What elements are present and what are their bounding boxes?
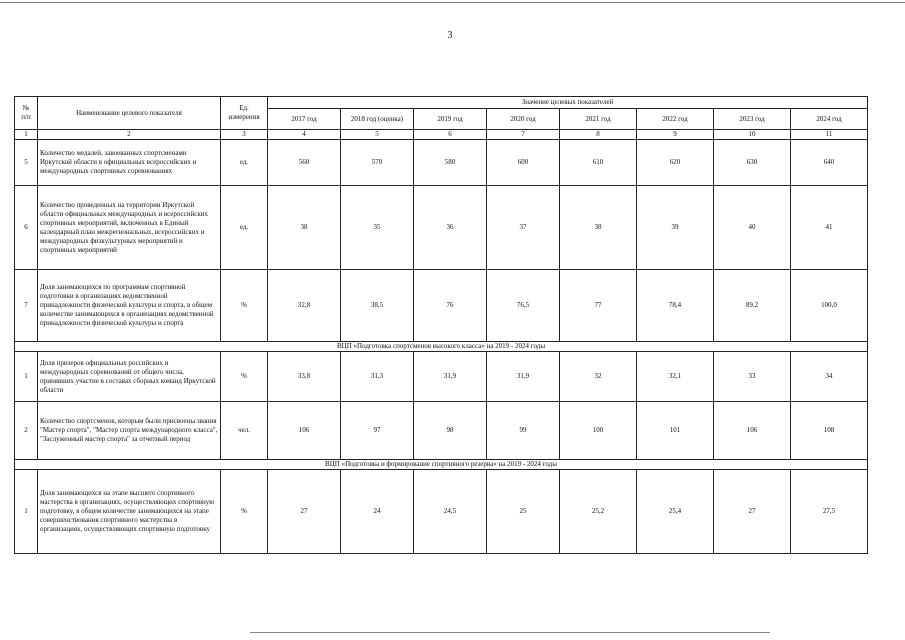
value-cell: 108 (791, 402, 868, 460)
column-number: 4 (268, 130, 341, 140)
value-cell: 100,0 (791, 270, 868, 342)
header-name: Наименование целевого показателя (38, 97, 221, 130)
value-cell: 27,5 (791, 470, 868, 554)
column-number: 9 (637, 130, 714, 140)
header-values-group: Значение целевых показателей (268, 97, 868, 109)
section-row (15, 342, 868, 352)
value-cell: 37 (487, 186, 560, 270)
header-unit: Ед. измерения (221, 97, 268, 130)
value-cell: 640 (791, 140, 868, 186)
value-cell: 24,5 (414, 470, 487, 554)
value-cell: 100 (560, 402, 637, 460)
value-cell: 27 (714, 470, 791, 554)
value-cell: 580 (414, 140, 487, 186)
value-cell: 25,4 (637, 470, 714, 554)
indicator-name: Доля призеров официальных российских и международных соревнований от общего числа, принявших участие в составах сборных команд Иркутской области (38, 352, 221, 402)
value-cell: 31,3 (341, 352, 414, 402)
indicator-name: Количество спортсменов, которым были присвоены звания "Мастер спорта", "Мастер спорта международного класса", "Заслуженный мастер спорта" за отчетный период (38, 402, 221, 460)
value-cell: 25,2 (560, 470, 637, 554)
unit: % (221, 270, 268, 342)
row-num: 5 (15, 140, 38, 186)
indicator-name: Доля занимающихся на этапе высшего спортивного мастерства в организациях, осуществляющих спортивную подготовку, в общем количестве занимающихся на этапе совершенствования спортивного мастерства в организациях, осуществляющих спортивную подготовку (38, 470, 221, 554)
section-title: ВЦП «Подготовка спортсменов высокого класса» на 2019 - 2024 годы (15, 342, 868, 352)
bottom-rule (250, 632, 770, 633)
header-year: 2020 год (487, 109, 560, 130)
value-cell: 33 (714, 352, 791, 402)
table-row (15, 140, 868, 186)
header-year: 2021 год (560, 109, 637, 130)
column-number: 7 (487, 130, 560, 140)
row-num: 6 (15, 186, 38, 270)
value-cell: 24 (341, 470, 414, 554)
section-row (15, 460, 868, 470)
row-num: 2 (15, 402, 38, 460)
value-cell: 560 (268, 140, 341, 186)
value-cell: 35 (341, 186, 414, 270)
header-year: 2017 год (268, 109, 341, 130)
row-num: 1 (15, 352, 38, 402)
value-cell: 106 (268, 402, 341, 460)
value-cell: 39 (637, 186, 714, 270)
value-cell: 106 (714, 402, 791, 460)
header-year: 2018 год (оценка) (341, 109, 414, 130)
value-cell: 27 (268, 470, 341, 554)
column-number: 6 (414, 130, 487, 140)
column-number: 1 (15, 130, 38, 140)
unit: % (221, 352, 268, 402)
header-year: 2024 год (791, 109, 868, 130)
header-year: 2022 год (637, 109, 714, 130)
header-year: 2019 год (414, 109, 487, 130)
value-cell: 25 (487, 470, 560, 554)
value-cell: 98 (414, 402, 487, 460)
value-cell: 32,8 (268, 270, 341, 342)
section-title: ВЦП «Подготовка и формирование спортивного резерва» на 2019 - 2024 годы (15, 460, 868, 470)
value-cell: 32 (560, 352, 637, 402)
table-row (15, 352, 868, 402)
column-number: 2 (38, 130, 221, 140)
row-num: 7 (15, 270, 38, 342)
value-cell: 34 (791, 352, 868, 402)
indicator-name: Доля занимающихся по программам спортивной подготовки в организациях ведомственной принадлежности физической культуры и спорта, в общем количестве занимающихся в организациях ведомственной принадлежности физической культуры и спорта (38, 270, 221, 342)
table-row (15, 402, 868, 460)
value-cell: 99 (487, 402, 560, 460)
value-cell: 36 (414, 186, 487, 270)
value-cell: 76 (414, 270, 487, 342)
unit: чел. (221, 402, 268, 460)
unit: ед. (221, 186, 268, 270)
value-cell: 38,5 (341, 270, 414, 342)
value-cell: 78,4 (637, 270, 714, 342)
value-cell: 570 (341, 140, 414, 186)
value-cell: 630 (714, 140, 791, 186)
value-cell: 89,2 (714, 270, 791, 342)
table-row (15, 270, 868, 342)
unit: % (221, 470, 268, 554)
column-number: 11 (791, 130, 868, 140)
header-num: № п/п (15, 97, 38, 130)
value-cell: 101 (637, 402, 714, 460)
table-row (15, 470, 868, 554)
table-row (15, 186, 868, 270)
value-cell: 31,9 (414, 352, 487, 402)
column-number: 10 (714, 130, 791, 140)
value-cell: 38 (268, 186, 341, 270)
value-cell: 610 (560, 140, 637, 186)
column-number: 3 (221, 130, 268, 140)
column-number: 5 (341, 130, 414, 140)
value-cell: 38 (560, 186, 637, 270)
column-numbers-row (15, 130, 868, 140)
row-num: 1 (15, 470, 38, 554)
indicator-name: Количество проведенных на территории Иркутской области официальных международных и всероссийских спортивных мероприятий, включенных в Единый календарный план межрегиональных, всероссийских и международных физкультурных мероприятий и спортивных мероприятий (38, 186, 221, 270)
value-cell: 600 (487, 140, 560, 186)
page-number: 3 (447, 30, 453, 41)
top-rule (0, 2, 905, 3)
value-cell: 97 (341, 402, 414, 460)
value-cell: 40 (714, 186, 791, 270)
value-cell: 33,8 (268, 352, 341, 402)
value-cell: 77 (560, 270, 637, 342)
target-indicators-table (14, 96, 868, 554)
unit: ед. (221, 140, 268, 186)
value-cell: 76,5 (487, 270, 560, 342)
indicator-name: Количество медалей, завоеванных спортсменами Иркутской области в официальных всероссийских и международных спортивных соревнованиях (38, 140, 221, 186)
value-cell: 620 (637, 140, 714, 186)
value-cell: 32,1 (637, 352, 714, 402)
column-number: 8 (560, 130, 637, 140)
value-cell: 31,9 (487, 352, 560, 402)
value-cell: 41 (791, 186, 868, 270)
header-year: 2023 год (714, 109, 791, 130)
